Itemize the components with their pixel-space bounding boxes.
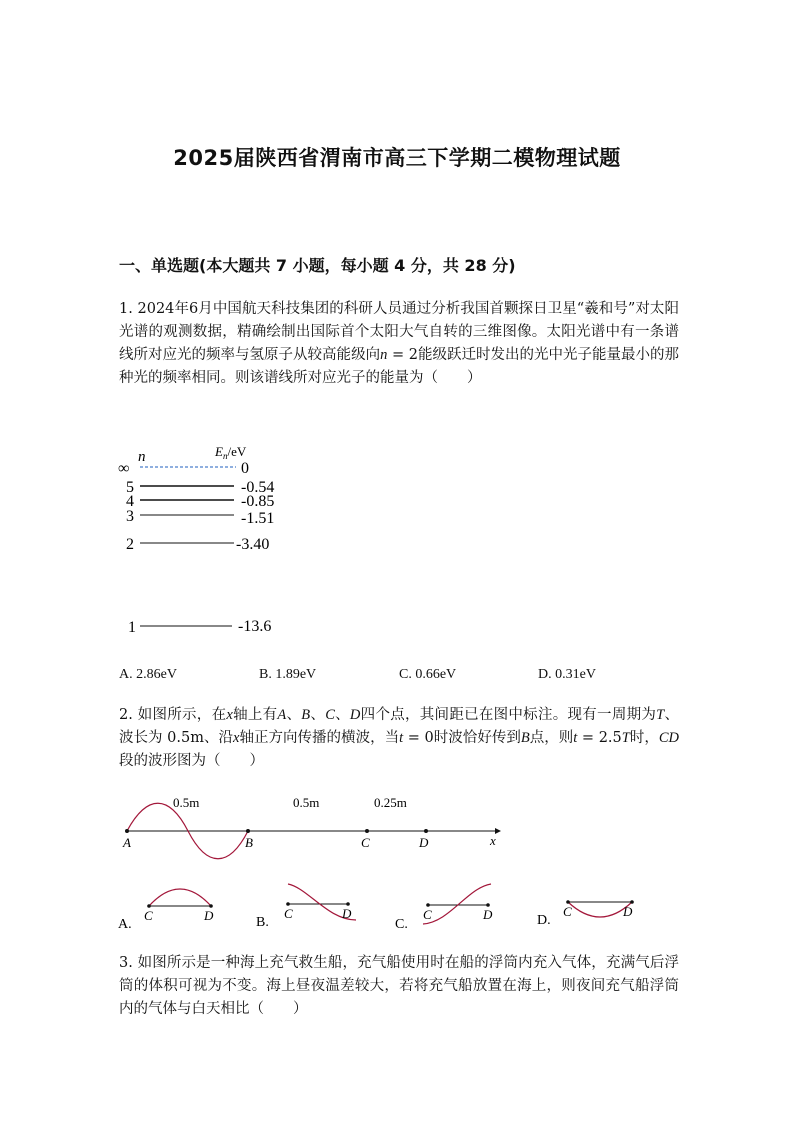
level-n: 3 bbox=[126, 508, 134, 525]
choice-c[interactable]: C. 0.66eV bbox=[399, 667, 457, 682]
level-n: 5 bbox=[126, 479, 134, 496]
wave-option-d[interactable] bbox=[537, 878, 647, 930]
distance-label: 0.5m bbox=[293, 795, 320, 810]
level-energy: -13.6 bbox=[238, 618, 272, 635]
section-heading: 一、单选题(本大题共 7 小题，每小题 4 分，共 28 分) bbox=[119, 256, 516, 275]
level-n: 1 bbox=[128, 619, 136, 636]
option-d-label: D bbox=[204, 908, 214, 923]
point-label-a: A bbox=[123, 835, 131, 850]
choice-a[interactable]: A. 2.86eV bbox=[119, 667, 177, 682]
question-1-text: 1. 2024年6月中国航天科技集团的科研人员通过分析我国首颗探日卫星“羲和号”对太阳光谱的观测数据，精确绘制出国际首个太阳大气自转的三维图像。太阳光谱中有一条谱线所对应光的频率与氢原子从较高能级向n = 2能级跃迁时发出的光中光子能量最小的那种光的频率相同。则该谱线所对应光子的能量为（ ） bbox=[119, 301, 680, 386]
point-a-dot bbox=[125, 829, 129, 833]
wave-option-a[interactable] bbox=[118, 878, 228, 930]
question-2-text: 2. 如图所示，在x轴上有A、B、C、D四个点，其间距已在图中标注。现有一周期为T、波长为 0.5m、沿x轴正方向传播的横波，当t = 0时波恰好传到B点，则t = 2.5T时，CD段的波形图为（ ） bbox=[119, 707, 680, 769]
option-wave bbox=[149, 889, 211, 906]
option-c-label: C bbox=[563, 904, 572, 919]
diagram-n-label: n bbox=[138, 449, 146, 465]
level-energy: -0.85 bbox=[241, 493, 275, 510]
energy-level-diagram bbox=[110, 440, 310, 640]
point-b-dot bbox=[246, 829, 250, 833]
level-n: 4 bbox=[126, 493, 134, 510]
option-d-label: D bbox=[623, 904, 633, 919]
option-c-label: C bbox=[144, 908, 153, 923]
wave-option-a-graphic bbox=[118, 878, 228, 930]
point-label-b: B bbox=[245, 835, 253, 850]
x-axis-arrow-icon bbox=[495, 828, 501, 834]
wave-axis-diagram bbox=[115, 790, 515, 860]
page-title: 2025届陕西省渭南市高三下学期二模物理试题 bbox=[173, 146, 621, 170]
level-n: ∞ bbox=[118, 460, 130, 477]
distance-label: 0.25m bbox=[374, 795, 407, 810]
wave-option-d-graphic bbox=[537, 878, 647, 930]
option-c-label: C bbox=[284, 906, 293, 921]
question-3-text: 3. 如图所示是一种海上充气救生船，充气船使用时在船的浮筒内充入气体，充满气后浮筒的体积可视为不变。海上昼夜温差较大，若将充气船放置在海上，则夜间充气船浮筒内的气体与白天相比（ ） bbox=[119, 955, 679, 1017]
option-d-label: D bbox=[483, 907, 493, 922]
point-label-d: D bbox=[419, 835, 429, 850]
choice-b[interactable]: B. 1.89eV bbox=[259, 667, 317, 682]
point-label-c: C bbox=[361, 835, 370, 850]
option-label: D. bbox=[537, 913, 551, 928]
distance-label: 0.5m bbox=[173, 795, 200, 810]
point-d-dot bbox=[424, 829, 428, 833]
level-energy: -1.51 bbox=[241, 510, 275, 527]
choice-d[interactable]: D. 0.31eV bbox=[538, 667, 596, 682]
option-c-label: C bbox=[423, 907, 432, 922]
level-n: 2 bbox=[126, 536, 134, 553]
option-label: C. bbox=[395, 917, 408, 930]
wave-option-b-graphic bbox=[256, 878, 366, 930]
point-c-dot bbox=[365, 829, 369, 833]
level-energy: -3.40 bbox=[236, 536, 270, 553]
option-label: B. bbox=[256, 915, 269, 930]
diagram-energy-label: $E_n/eV$ bbox=[215, 444, 247, 461]
wave-option-c[interactable] bbox=[395, 878, 505, 930]
level-energy: 0 bbox=[241, 460, 249, 477]
option-label: A. bbox=[118, 917, 132, 930]
level-energy: -0.54 bbox=[241, 479, 275, 496]
wave-option-b[interactable] bbox=[256, 878, 366, 930]
axis-label-x: x bbox=[490, 833, 496, 848]
option-wave bbox=[423, 884, 491, 924]
option-d-label: D bbox=[342, 906, 352, 921]
wave-option-c-graphic bbox=[395, 878, 505, 930]
